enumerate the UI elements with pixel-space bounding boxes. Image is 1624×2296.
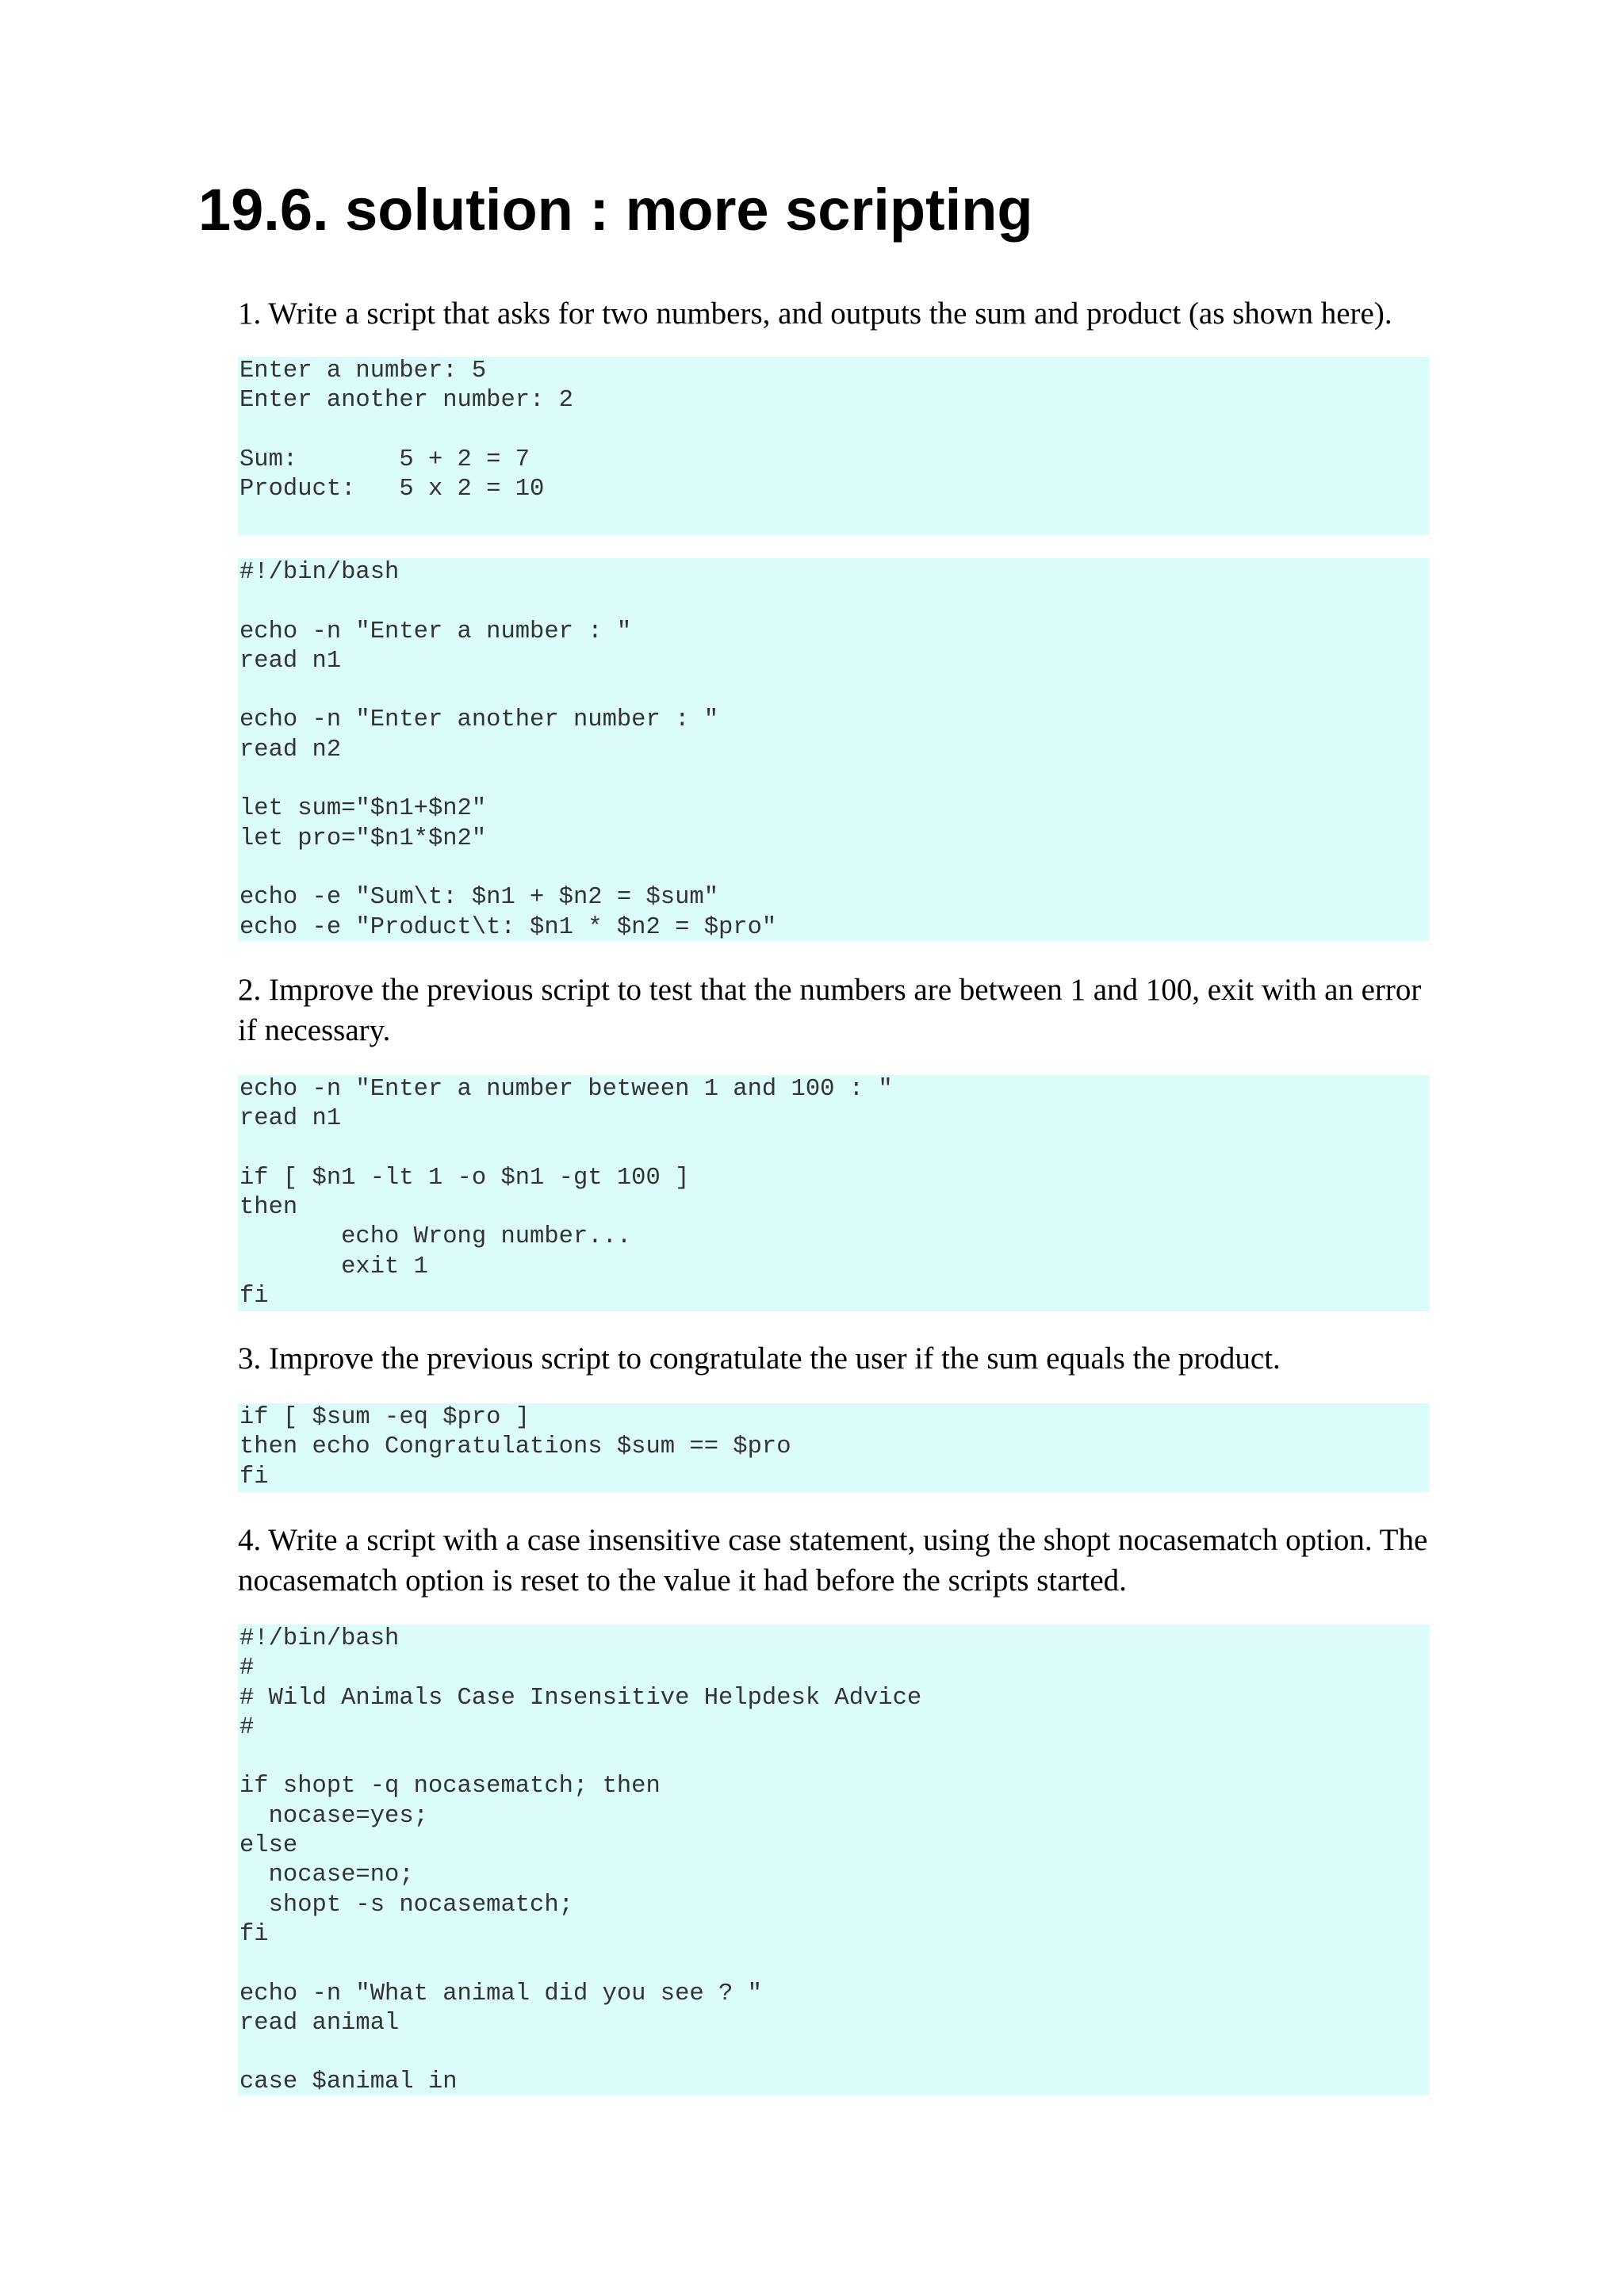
sample-output-block: Enter a number: 5 Enter another number: 2 Sum: 5 + 2 = 7 Product: 5 x 2 = 10: [238, 357, 1430, 535]
code-block-solution-2: echo -n "Enter a number between 1 and 100 : " read n1 if [ $n1 -lt 1 -o $n1 -gt 100 ] then echo Wrong number... exit 1 fi: [238, 1075, 1430, 1311]
page-title: 19.6. solution : more scripting: [198, 177, 1033, 243]
question-1: 1. Write a script that asks for two numbers, and outputs the sum and product (as shown here).: [238, 297, 1392, 331]
code-block-solution-3: if [ $sum -eq $pro ] then echo Congratulations $sum == $pro fi: [238, 1403, 1430, 1492]
code-block-solution-1: #!/bin/bash echo -n "Enter a number : " read n1 echo -n "Enter another number : " read n2 let sum="$n1+$n2" let pro="$n1*$n2" echo -e "Sum\t: $n1 + $n2 = $sum" echo -e "Product\t: $n1 * $n2 = $pro": [238, 558, 1430, 941]
code-block-solution-4: #!/bin/bash # # Wild Animals Case Insensitive Helpdesk Advice # if shopt -q nocasematch; then nocase=yes; else nocase=no; shopt -s nocasematch; fi echo -n "What animal did you see ? " read animal case $animal in: [238, 1624, 1430, 2095]
question-2: 2. Improve the previous script to test that the numbers are between 1 and 100, exit with an error if necessary.: [238, 973, 1422, 1047]
question-3: 3. Improve the previous script to congratulate the user if the sum equals the product.: [238, 1341, 1281, 1376]
question-4: 4. Write a script with a case insensitive case statement, using the shopt nocasematch option. The nocasematch option is reset to the value it had before the scripts started.: [238, 1523, 1428, 1598]
